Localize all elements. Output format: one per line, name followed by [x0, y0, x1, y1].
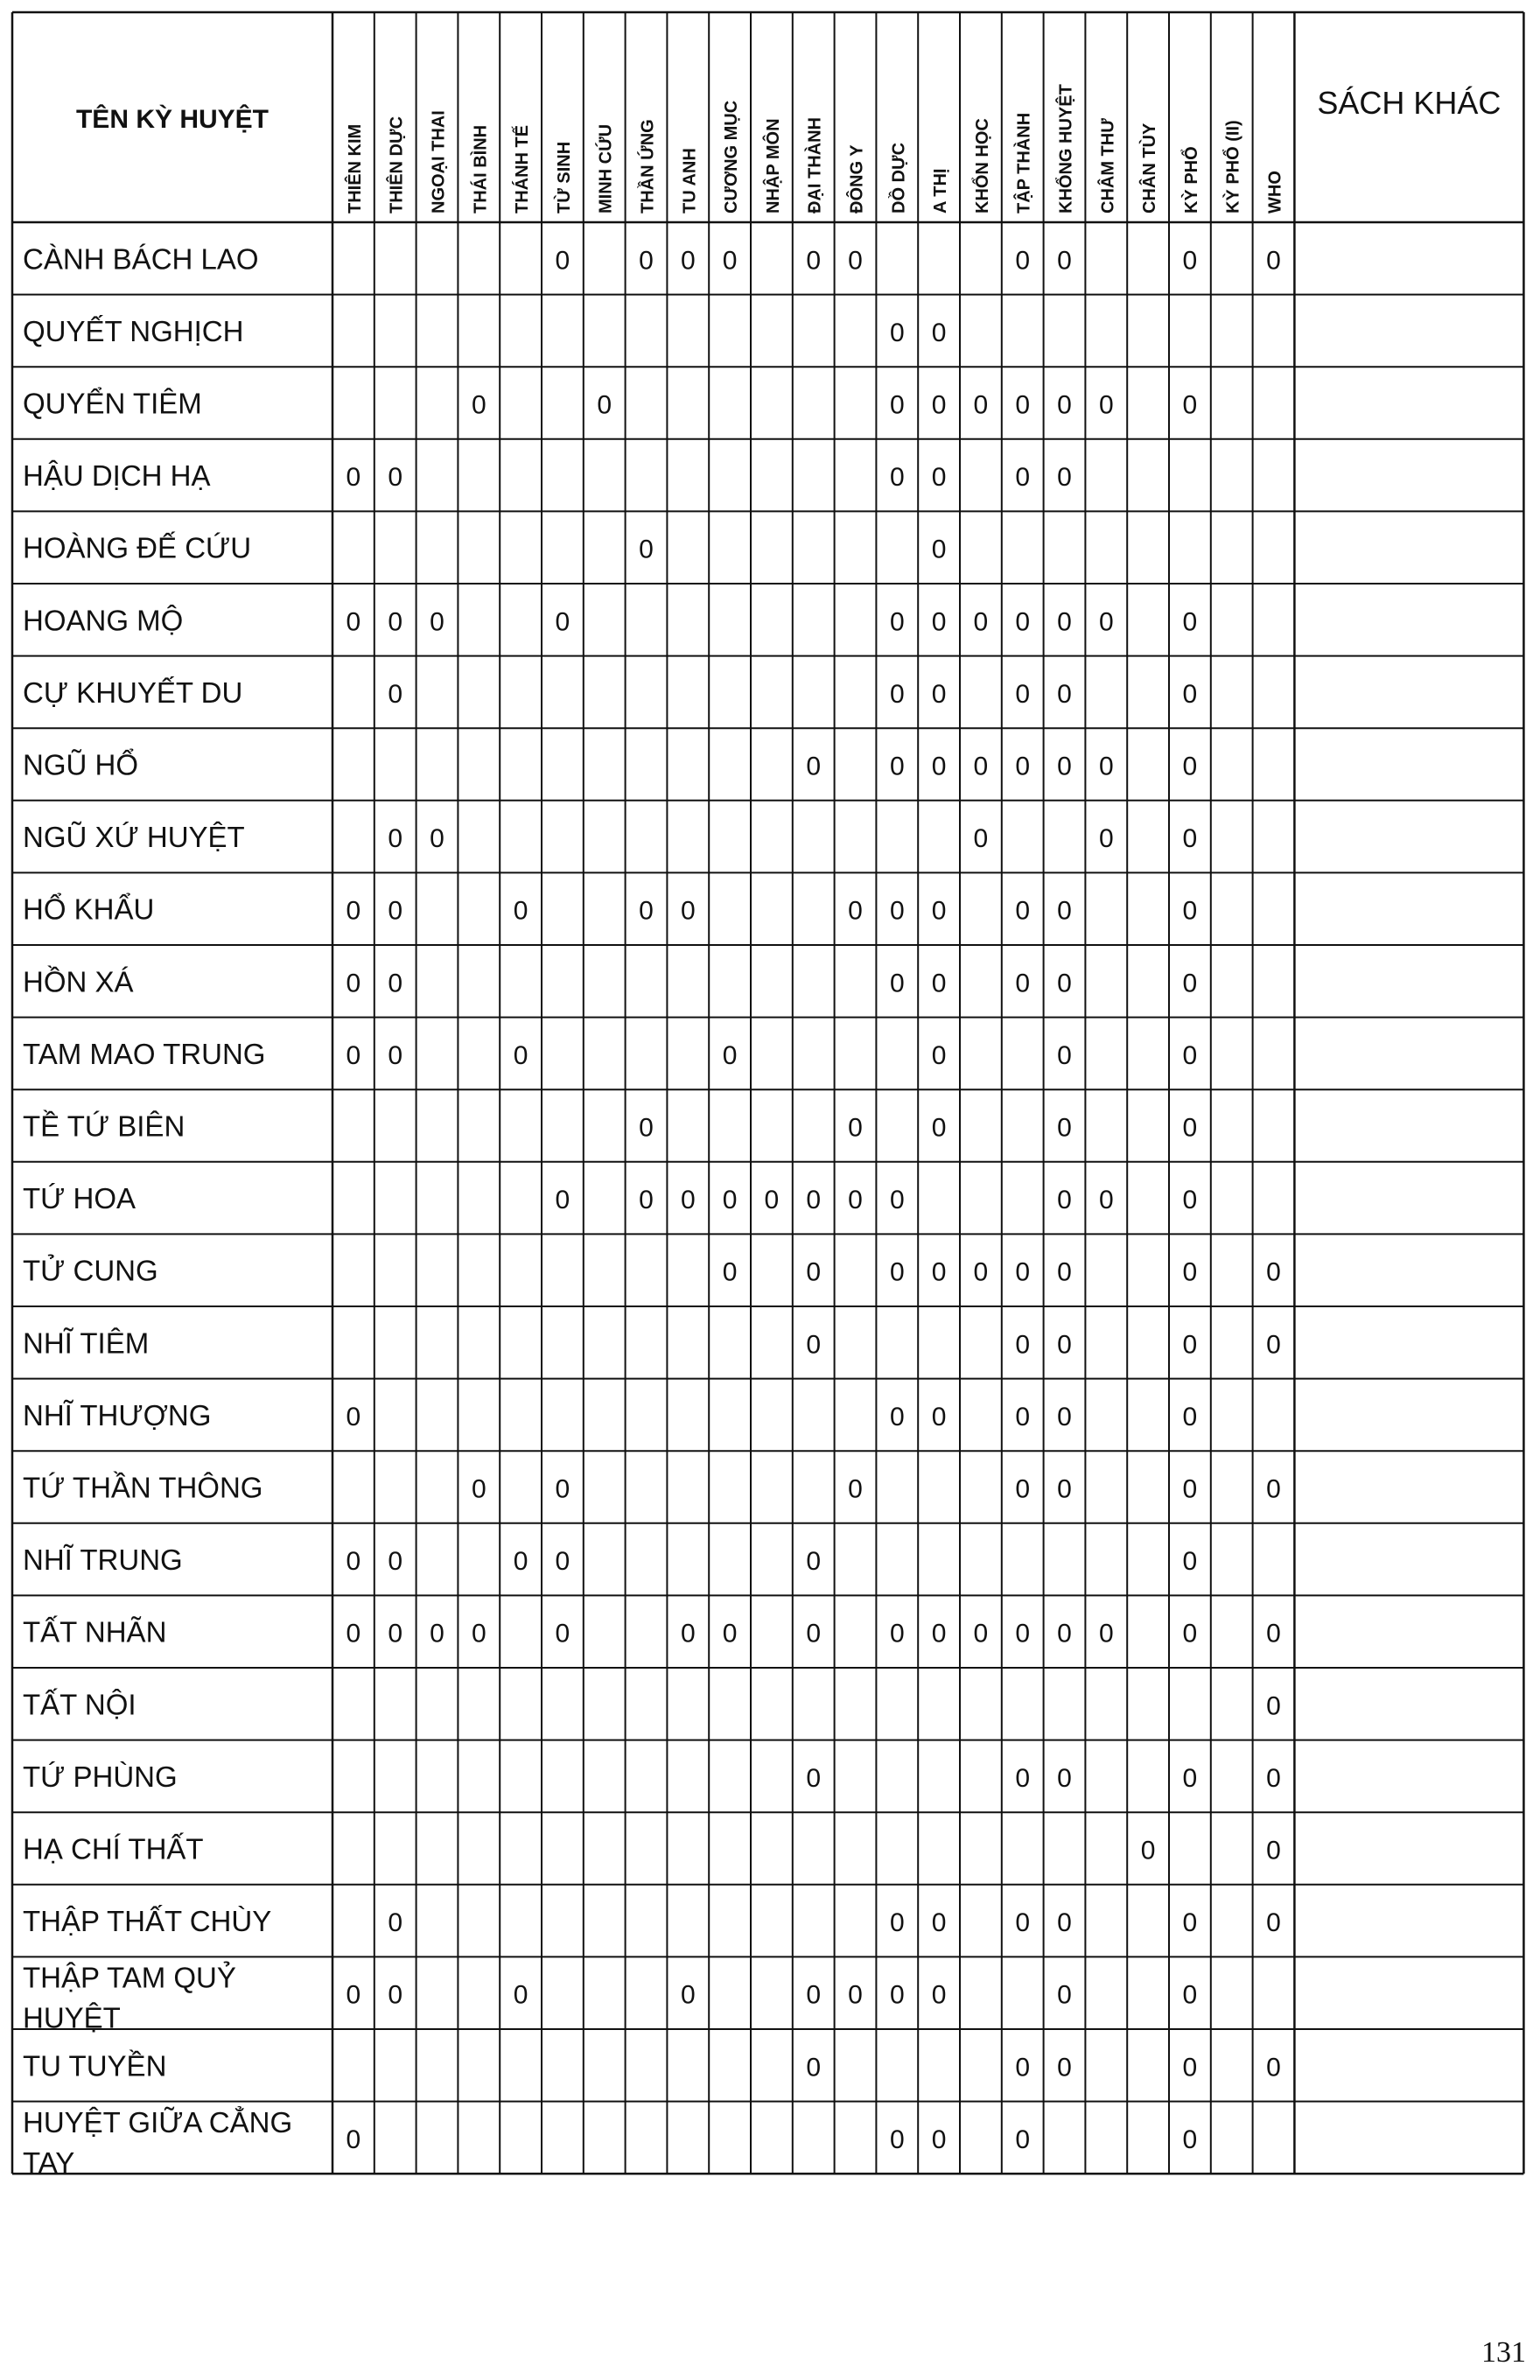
table-mark: 0 — [1266, 1474, 1281, 1504]
row-label: TỨ PHÙNG — [23, 1760, 178, 1793]
table-mark: 0 — [889, 1908, 905, 1938]
table-mark: 0 — [806, 1257, 822, 1287]
table-mark: 0 — [1266, 1763, 1281, 1793]
table-mark: 0 — [1266, 2053, 1281, 2082]
table-mark: 0 — [1266, 1908, 1281, 1938]
table-mark: 0 — [806, 1547, 822, 1577]
table-mark: 0 — [1182, 246, 1198, 276]
row-label: HỔ KHẨU — [23, 892, 155, 926]
column-header: WHO — [1265, 171, 1285, 214]
table-mark: 0 — [430, 1619, 444, 1648]
table-mark: 0 — [388, 679, 403, 709]
column-header: THẦN ỨNG — [638, 119, 658, 214]
table-mark: 0 — [639, 535, 654, 564]
row-label: TỀ TỨ BIÊN — [23, 1110, 186, 1143]
page-number: 131 — [1481, 2336, 1526, 2369]
table-mark: 0 — [848, 896, 863, 926]
table-mark: 0 — [1015, 1257, 1031, 1287]
column-header: MINH CỨU — [596, 123, 616, 214]
table-mark: 0 — [680, 896, 696, 926]
table-mark: 0 — [1057, 1474, 1072, 1504]
table-mark: 0 — [1098, 824, 1114, 854]
table-mark: 0 — [931, 1619, 947, 1648]
table-mark: 0 — [1057, 969, 1072, 998]
header-name-label: TÊN KỲ HUYỆT — [75, 105, 270, 134]
table-mark: 0 — [1015, 607, 1031, 637]
table-mark: 0 — [889, 318, 905, 347]
table-mark: 0 — [1182, 2053, 1198, 2082]
table-mark: 0 — [1182, 1474, 1198, 1504]
table-mark: 0 — [889, 1257, 905, 1287]
table-mark: 0 — [931, 752, 947, 781]
table-mark: 0 — [388, 1040, 403, 1070]
table-mark: 0 — [555, 1547, 570, 1577]
table-mark: 0 — [346, 1980, 361, 2010]
table-mark: 0 — [555, 246, 570, 276]
table-mark: 0 — [346, 1619, 361, 1648]
table-mark: 0 — [1182, 1980, 1198, 2010]
table-mark: 0 — [555, 607, 570, 637]
table-mark: 0 — [388, 1980, 403, 2010]
table-mark: 0 — [388, 896, 403, 926]
table-mark: 0 — [889, 1402, 905, 1432]
table-mark: 0 — [973, 1619, 989, 1648]
row-label: HUYỆT — [23, 2001, 121, 2034]
table-mark: 0 — [639, 1113, 654, 1143]
column-header: THÁNH TẾ — [513, 124, 533, 214]
table-mark: 0 — [1057, 463, 1072, 493]
row-label: NGŨ HỔ — [23, 748, 138, 781]
table-mark: 0 — [1140, 1836, 1156, 1866]
table-mark: 0 — [1057, 1113, 1072, 1143]
table-mark: 0 — [1098, 752, 1114, 781]
table-mark: 0 — [931, 535, 947, 564]
row-label: TAM MAO TRUNG — [23, 1037, 266, 1070]
table-mark: 0 — [1182, 1547, 1198, 1577]
table-mark: 0 — [889, 896, 905, 926]
table-mark: 0 — [1057, 752, 1072, 781]
table-mark: 0 — [430, 824, 444, 854]
table-mark: 0 — [1182, 2124, 1198, 2154]
table-mark: 0 — [346, 969, 361, 998]
table-mark: 0 — [931, 1980, 947, 2010]
table-mark: 0 — [1182, 752, 1198, 781]
table-mark: 0 — [1266, 246, 1281, 276]
table-mark: 0 — [722, 246, 738, 276]
column-header: CHÂM THƯ — [1098, 118, 1118, 214]
row-label: THẬP THẤT CHÙY — [23, 1905, 272, 1938]
table-mark: 0 — [680, 1186, 696, 1215]
column-header: KHỔNG HUYỆT — [1056, 84, 1076, 214]
table-mark: 0 — [1015, 1908, 1031, 1938]
row-label: TỨ HOA — [23, 1182, 136, 1215]
table-mark: 0 — [806, 1619, 822, 1648]
table-mark: 0 — [388, 463, 403, 493]
table-mark: 0 — [1015, 1402, 1031, 1432]
table-mark: 0 — [1015, 2124, 1031, 2154]
table-mark: 0 — [555, 1619, 570, 1648]
table-mark: 0 — [889, 390, 905, 420]
row-label: TU TUYỀN — [23, 2049, 167, 2082]
table-mark: 0 — [722, 1619, 738, 1648]
table-mark: 0 — [1057, 1908, 1072, 1938]
column-header: ĐẠI THÀNH — [805, 117, 825, 214]
table-mark: 0 — [973, 1257, 989, 1287]
row-label: HẬU DỊCH HẠ — [23, 459, 211, 493]
row-label: HỒN XÁ — [23, 965, 134, 998]
table-mark: 0 — [931, 1113, 947, 1143]
table-mark: 0 — [973, 390, 989, 420]
table-mark: 0 — [722, 1257, 738, 1287]
table-mark: 0 — [346, 1402, 361, 1432]
table-mark: 0 — [1182, 1763, 1198, 1793]
table-mark: 0 — [1098, 607, 1114, 637]
column-header: CƯƠNG MỤC — [722, 100, 742, 214]
table-mark: 0 — [1015, 2053, 1031, 2082]
table-mark: 0 — [889, 969, 905, 998]
table-mark: 0 — [1266, 1330, 1281, 1360]
table-mark: 0 — [1182, 1330, 1198, 1360]
table-mark: 0 — [1182, 390, 1198, 420]
table-mark: 0 — [1015, 969, 1031, 998]
table-mark: 0 — [889, 607, 905, 637]
table-mark: 0 — [1015, 752, 1031, 781]
table-mark: 0 — [1098, 1619, 1114, 1648]
row-label: TỬ CUNG — [23, 1254, 158, 1287]
table-mark: 0 — [931, 1402, 947, 1432]
table-mark: 0 — [973, 824, 989, 854]
table-mark: 0 — [388, 607, 403, 637]
table-mark: 0 — [388, 969, 403, 998]
table-mark: 0 — [722, 1040, 738, 1070]
table-mark: 0 — [1182, 607, 1198, 637]
table-mark: 0 — [1266, 1257, 1281, 1287]
table-mark: 0 — [931, 1040, 947, 1070]
row-label: HOÀNG ĐẾ CỨU — [23, 531, 252, 564]
table-mark: 0 — [1015, 1474, 1031, 1504]
column-header: CHÂN TÙY — [1140, 122, 1160, 214]
table-mark: 0 — [471, 390, 486, 420]
table-mark: 0 — [388, 1547, 403, 1577]
table-mark: 0 — [1057, 896, 1072, 926]
table-mark: 0 — [430, 607, 444, 637]
table-mark: 0 — [388, 1619, 403, 1648]
table-mark: 0 — [513, 1040, 528, 1070]
row-label: NGŨ XỨ HUYỆT — [23, 821, 245, 854]
row-label: NHĨ TIÊM — [23, 1326, 150, 1360]
table-mark: 0 — [1182, 1040, 1198, 1070]
table-mark: 0 — [1098, 390, 1114, 420]
table-mark: 0 — [513, 1980, 528, 2010]
table-mark: 0 — [1057, 1980, 1072, 2010]
table-mark: 0 — [1182, 1402, 1198, 1432]
table-mark: 0 — [346, 463, 361, 493]
table-mark: 0 — [1015, 246, 1031, 276]
table-mark: 0 — [346, 1547, 361, 1577]
row-label: HUYỆT GIỮA CẲNG — [23, 2105, 293, 2138]
row-label: HOANG MỘ — [23, 604, 184, 637]
table-mark: 0 — [1182, 1113, 1198, 1143]
table-mark: 0 — [471, 1474, 486, 1504]
table-mark: 0 — [931, 607, 947, 637]
table-mark: 0 — [1057, 2053, 1072, 2082]
table-mark: 0 — [1098, 1186, 1114, 1215]
table-mark: 0 — [889, 463, 905, 493]
table-mark: 0 — [513, 896, 528, 926]
row-label: TAY — [23, 2146, 75, 2179]
table-mark: 0 — [889, 1980, 905, 2010]
table-mark: 0 — [931, 1257, 947, 1287]
table-mark: 0 — [1182, 896, 1198, 926]
table-mark: 0 — [973, 752, 989, 781]
table-mark: 0 — [1182, 1257, 1198, 1287]
row-label: HẠ CHÍ THẤT — [23, 1832, 204, 1866]
table-mark: 0 — [639, 1186, 654, 1215]
table-mark: 0 — [1057, 1040, 1072, 1070]
table-mark: 0 — [346, 2124, 361, 2154]
table-mark: 0 — [848, 1980, 863, 2010]
table-mark: 0 — [1182, 824, 1198, 854]
table-mark: 0 — [1015, 1619, 1031, 1648]
column-header: TẬP THÀNH — [1014, 112, 1034, 214]
table-mark: 0 — [1266, 1691, 1281, 1721]
column-header: TỪ SINH — [554, 141, 574, 214]
table-mark: 0 — [346, 1040, 361, 1070]
table-mark: 0 — [1182, 969, 1198, 998]
table-mark: 0 — [931, 896, 947, 926]
row-label: CÀNH BÁCH LAO — [23, 242, 259, 276]
table-mark: 0 — [1057, 246, 1072, 276]
table-mark: 0 — [806, 1186, 822, 1215]
table-mark: 0 — [1015, 463, 1031, 493]
table-mark: 0 — [680, 246, 696, 276]
header-other-label: SÁCH KHÁC — [1317, 85, 1502, 121]
table-mark: 0 — [555, 1186, 570, 1215]
table-mark: 0 — [1057, 1330, 1072, 1360]
table-mark: 0 — [1057, 1402, 1072, 1432]
table-mark: 0 — [931, 2124, 947, 2154]
table-mark: 0 — [931, 463, 947, 493]
table-mark: 0 — [639, 246, 654, 276]
row-label: QUYẾT NGHỊCH — [23, 314, 244, 347]
column-header: NHẬP MÔN — [763, 118, 783, 214]
table-mark: 0 — [931, 318, 947, 347]
table-mark: 0 — [1015, 1763, 1031, 1793]
row-label: CỰ KHUYẾT DU — [23, 676, 243, 709]
table-mark: 0 — [680, 1980, 696, 2010]
table-mark: 0 — [1057, 679, 1072, 709]
table-mark: 0 — [1057, 607, 1072, 637]
table-mark: 0 — [973, 607, 989, 637]
column-header: A THỊ — [931, 168, 951, 214]
row-label: THẬP TAM QUỶ — [23, 1961, 236, 1994]
column-header: KỲ PHỔ — [1181, 146, 1201, 214]
column-header: TU ANH — [680, 148, 700, 214]
column-header: DỒ DỰC — [889, 142, 909, 214]
table-mark: 0 — [806, 1763, 822, 1793]
table-mark: 0 — [764, 1186, 780, 1215]
table-mark: 0 — [555, 1474, 570, 1504]
column-header: THIÊN KIM — [345, 123, 365, 214]
table-mark: 0 — [1266, 1619, 1281, 1648]
table-mark: 0 — [806, 2053, 822, 2082]
table-mark: 0 — [1182, 1619, 1198, 1648]
row-label: NHĨ THƯỢNG — [23, 1398, 212, 1432]
table-mark: 0 — [889, 1186, 905, 1215]
table-mark: 0 — [1057, 1186, 1072, 1215]
table-mark: 0 — [388, 1908, 403, 1938]
table-mark: 0 — [597, 390, 612, 420]
table-mark: 0 — [889, 2124, 905, 2154]
table-mark: 0 — [806, 1980, 822, 2010]
table-mark: 0 — [346, 896, 361, 926]
table-mark: 0 — [388, 824, 403, 854]
table-mark: 0 — [806, 1330, 822, 1360]
table-mark: 0 — [722, 1186, 738, 1215]
table-mark: 0 — [1015, 390, 1031, 420]
table-mark: 0 — [1266, 1836, 1281, 1866]
column-header: THÁI BÌNH — [471, 124, 491, 214]
table-mark: 0 — [1182, 1908, 1198, 1938]
row-label: TẤT NỘI — [23, 1688, 136, 1721]
row-label: NHĨ TRUNG — [23, 1544, 183, 1577]
row-label: QUYỂN TIÊM — [23, 387, 202, 420]
table-mark: 0 — [1015, 896, 1031, 926]
table-mark: 0 — [848, 1113, 863, 1143]
table-mark: 0 — [931, 390, 947, 420]
table-mark: 0 — [1182, 679, 1198, 709]
table-mark: 0 — [848, 246, 863, 276]
table-mark: 0 — [1015, 1330, 1031, 1360]
table-mark: 0 — [848, 1186, 863, 1215]
table-mark: 0 — [931, 969, 947, 998]
table-mark: 0 — [931, 1908, 947, 1938]
table-mark: 0 — [806, 246, 822, 276]
table-mark: 0 — [806, 752, 822, 781]
table-mark: 0 — [639, 896, 654, 926]
table-mark: 0 — [1057, 390, 1072, 420]
table-mark: 0 — [889, 679, 905, 709]
column-header: KỲ PHỔ (II) — [1223, 120, 1243, 214]
table-mark: 0 — [1182, 1186, 1198, 1215]
table-mark: 0 — [1057, 1763, 1072, 1793]
table-mark: 0 — [680, 1619, 696, 1648]
row-label: TỨ THẦN THÔNG — [23, 1471, 263, 1504]
table-mark: 0 — [889, 752, 905, 781]
row-label: TẤT NHÃN — [23, 1615, 167, 1648]
table-mark: 0 — [931, 679, 947, 709]
column-header: KHỔN HỌC — [972, 118, 992, 214]
table-mark: 0 — [513, 1547, 528, 1577]
column-header: ĐÔNG Y — [847, 144, 867, 214]
table-mark: 0 — [346, 607, 361, 637]
table-mark: 0 — [1057, 1257, 1072, 1287]
table-mark: 0 — [848, 1474, 863, 1504]
table-mark: 0 — [889, 1619, 905, 1648]
column-header: THIÊN DỰC — [387, 116, 407, 214]
table-mark: 0 — [1057, 1619, 1072, 1648]
column-header: NGOẠI THAI — [429, 110, 449, 214]
table-mark: 0 — [1015, 679, 1031, 709]
table-mark: 0 — [471, 1619, 486, 1648]
